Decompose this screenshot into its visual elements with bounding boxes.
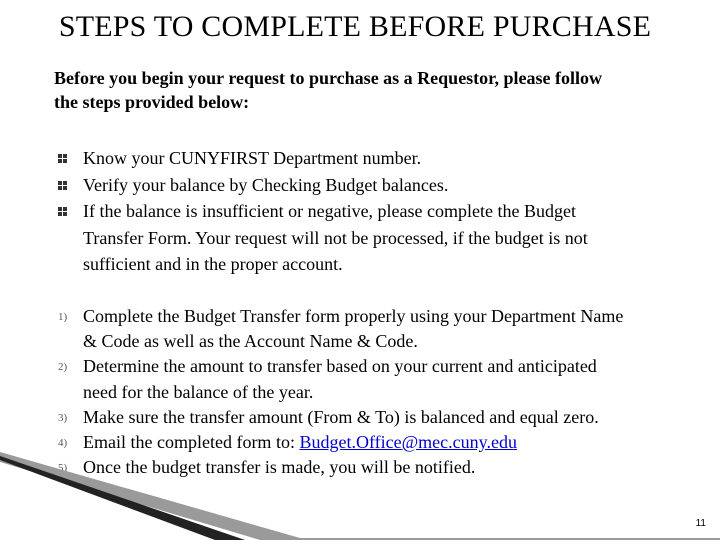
step-text: Once the budget transfer is made, you will be notified. — [83, 457, 476, 478]
step-text: Complete the Budget Transfer form properly using your Department Name — [83, 306, 624, 326]
step-number: 5) — [58, 462, 68, 475]
slide-title: STEPS TO COMPLETE BEFORE PURCHASE — [58, 10, 652, 43]
decorative-wedge — [0, 452, 720, 540]
bullet-text: If the balance is insufficient or negative, please complete the Budget — [83, 201, 576, 221]
bullet-item — [58, 172, 698, 199]
step-text: Make sure the transfer amount (From & To) is balanced and equal zero. — [83, 406, 599, 427]
step-number: 4) — [58, 437, 68, 450]
page-number: 11 — [695, 518, 706, 529]
bullet-text: Verify your balance by Checking Budget balances. — [83, 174, 449, 195]
bullet-icon — [58, 154, 68, 163]
step-number: 1) — [58, 311, 68, 323]
bullet-text: Transfer Form. Your request will not be processed, if the budget is not — [83, 227, 588, 248]
email-link[interactable]: Budget.Office@mec.cuny.edu — [299, 432, 517, 453]
bullet-text: Know your CUNYFIRST Department number. — [83, 148, 422, 168]
intro-line: the steps provided below: — [54, 92, 250, 112]
step-number: 3) — [58, 411, 68, 424]
bullet-text: sufficient and in the proper account. — [83, 254, 343, 274]
step-text-prefix: Email the completed form to: — [83, 432, 300, 453]
step-item — [58, 304, 708, 354]
bullet-icon — [58, 181, 68, 190]
step-text: & Code as well as the Account Name & Code. — [83, 331, 418, 352]
step-item — [58, 405, 708, 430]
bullet-list — [58, 145, 698, 278]
intro-text — [54, 66, 694, 114]
step-text: Determine the amount to transfer based on your current and anticipated — [83, 356, 597, 377]
bullet-item — [58, 198, 698, 278]
step-text: need for the balance of the year. — [83, 381, 314, 402]
step-number: 2) — [58, 361, 68, 374]
bullet-icon — [58, 207, 68, 216]
step-item — [58, 354, 708, 404]
intro-line: Before you begin your request to purchase as a Requestor, please follow — [54, 68, 603, 88]
bullet-item — [58, 145, 698, 172]
